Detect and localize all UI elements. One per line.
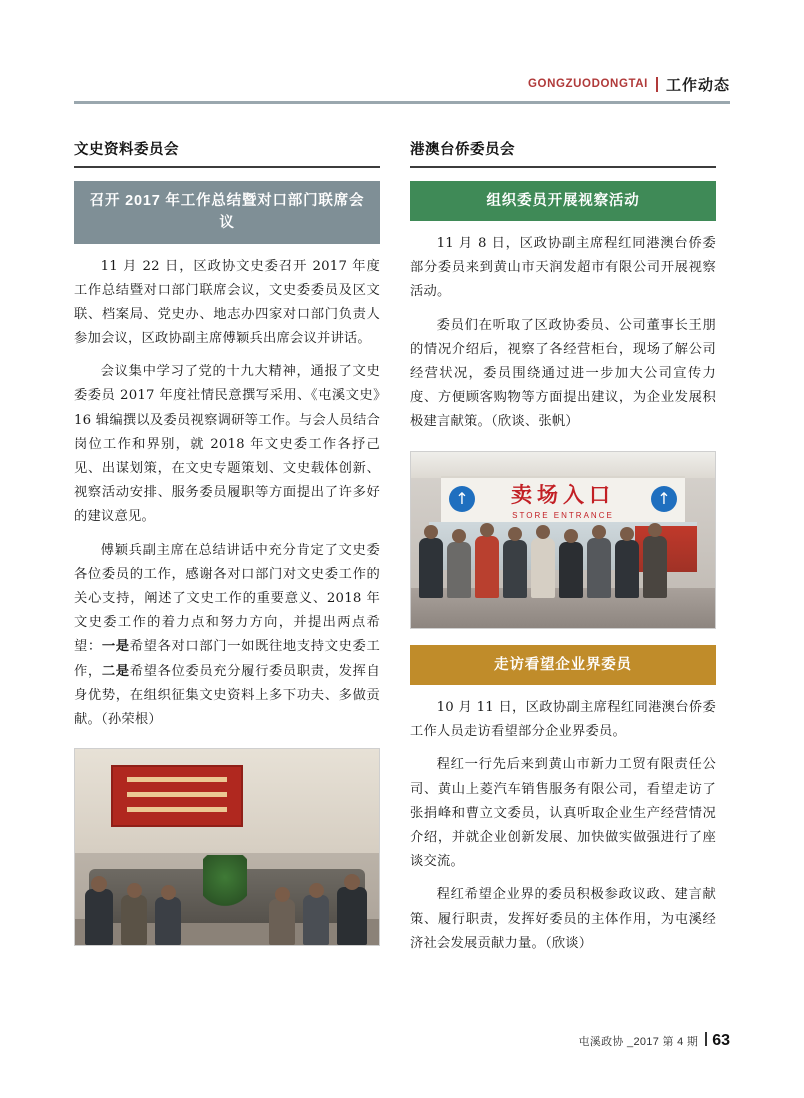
store-ceiling [411,452,715,478]
left-section-rule [74,166,380,168]
crowd-person [503,540,527,598]
header-pinyin: GONGZUODONGTAI [527,78,648,90]
header-title: 工作动态 [665,76,730,94]
meeting-person [121,895,147,945]
meeting-person [155,897,181,945]
right-paragraph-2: 委员们在听取了区政协委员、公司董事长王朋的情况介绍后，视察了各经营柜台，现场了解公司经营状况，委员围绕通过进一步加大公司宣传力度、方便顾客购物等方面提出建议，为企业发展积极建言献策。（欣谈、张帆） [410,317,716,430]
left-paragraph-2: 会议集中学习了党的十九大精神，通报了文史委委员 2017 年度社情民意撰写采用、《屯溪文史》16 辑编撰以及委员视察调研等工作。与会人员结合岗位工作和界别，就 2018 年文史委工作各抒己见、出谋划策，在文史专题策划、文史载体创新、视察活动安排、服务委员履职等方面提出了许多好的建议意见。 [74,364,380,525]
store-entrance-photo [410,451,716,629]
footer-page-number: 63 [712,1032,730,1049]
page-header [74,70,730,98]
left-article-banner: 召开 2017 年工作总结暨对口部门联席会议 [74,181,380,244]
left-p3-bold1: 一是 [101,639,130,655]
right-paragraph-4: 程红一行先后来到黄山市新力工贸有限责任公司、黄山上菱汽车销售服务有限公司，看望走访了张捐峰和曹立文委员，认真听取企业生产经营情况介绍，并就企业创新发展、加快做实做强进行了座谈交流。 [410,757,716,870]
arrow-up-left-icon: ↑ [449,486,475,512]
crowd-person [587,538,611,598]
crowd-person [419,538,443,598]
crowd-person [475,536,499,598]
header-rule [74,101,730,104]
left-column [74,138,380,946]
left-section-label: 文史资料委员会 [74,142,179,158]
meeting-person [303,895,329,945]
left-p3-part3: 希望各位委员充分履行委员职责，发挥自身优势，在组织征集文史资料上多下功夫、多做贡献。（孙荣根） [74,663,380,727]
store-sign-sub-text: STORE ENTRANCE [512,511,614,521]
right-paragraph-5: 程红希望企业界的委员积极参政议政、建言献策、履行职责，发挥好委员的主体作用，为屯溪经济社会发展贡献力量。（欣谈） [410,887,716,951]
crowd-person [531,538,555,598]
meeting-person [337,887,367,945]
crowd-person [447,542,471,598]
meeting-person [269,899,295,945]
store-sign-main-text: 卖场入口 [511,484,615,508]
page-footer [578,1031,730,1050]
meeting-person [85,889,113,945]
meeting-plant [203,855,247,911]
right-article-banner-2: 走访看望企业界委员 [410,645,716,685]
right-section-label: 港澳台侨委员会 [410,142,515,158]
left-paragraph-3 [74,539,380,733]
footer-divider-bar [705,1032,707,1046]
right-section-rule [410,166,716,168]
right-paragraph-3: 10 月 11 日，区政协副主席程红同港澳台侨委工作人员走访看望部分企业界委员。 [410,700,716,740]
header-divider-bar [656,77,658,92]
meeting-red-banner [111,765,243,827]
left-p3-part2: 希望各对口部门一如既往地支持文史委工作， [74,639,380,679]
left-paragraph-1: 11 月 22 日，区政协文史委召开 2017 年度工作总结暨对口部门联席会议，文史委委员及区文联、档案局、党史办、地志办四家对口部门负责人参加会议，区政协副主席傅颖兵出席会议并讲话。 [74,258,380,347]
right-column [410,138,716,956]
crowd-person [615,540,639,598]
meeting-room-photo [74,748,380,946]
store-crowd [411,508,715,598]
right-paragraph-1: 11 月 8 日，区政协副主席程红同港澳台侨委部分委员来到黄山市天润发超市有限公司开展视察活动。 [410,236,716,300]
arrow-up-right-icon: ↑ [651,486,677,512]
crowd-person [643,536,667,598]
left-p3-part1: 傅颖兵副主席在总结讲话中充分肯定了文史委各位委员的工作，感谢各对口部门对文史委工作的关心支持，阐述了文史工作的重要意义、2018 年文史委工作的着力点和努力方向，并提出两点希望： [74,542,380,655]
footer-text: 屯溪政协 _2017 第 4 期 [578,1036,699,1048]
right-article-banner-1: 组织委员开展视察活动 [410,181,716,221]
left-p3-bold2: 二是 [101,663,130,679]
crowd-person [559,542,583,598]
